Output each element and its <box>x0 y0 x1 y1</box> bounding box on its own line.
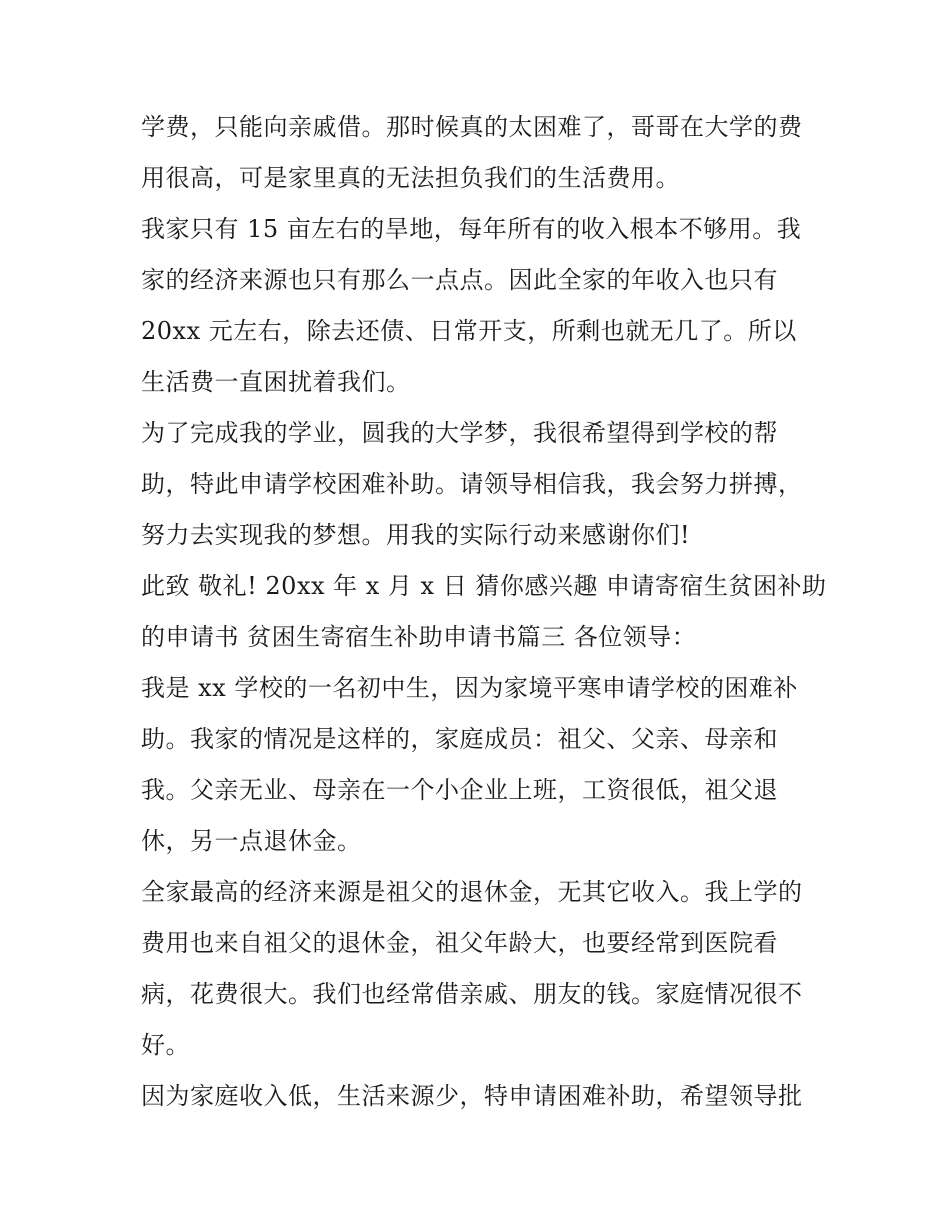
text-line: 家的经济来源也只有那么一点点。因此全家的年收入也只有 <box>141 266 778 294</box>
document-body <box>141 102 827 1122</box>
text-line: 病，花费很大。我们也经常借亲戚、朋友的钱。家庭情况很不 <box>141 980 803 1008</box>
text-line: 用很高，可是家里真的无法担负我们的生活费用。 <box>141 164 680 192</box>
text-line: 20xx 元左右，除去还债、日常开支，所剩也就无几了。所以 <box>141 317 797 345</box>
text-line: 我。父亲无业、母亲在一个小企业上班，工资很低，祖父退 <box>141 776 778 804</box>
text-line: 我是 xx 学校的一名初中生，因为家境平寒申请学校的困难补 <box>141 674 798 702</box>
text-line: 好。 <box>141 1031 190 1059</box>
text-line: 生活费一直困扰着我们。 <box>141 368 411 396</box>
text-line: 休，另一点退休金。 <box>141 827 362 855</box>
text-line: 此致 敬礼! 20xx 年 x 月 x 日 猜你感兴趣 申请寄宿生贫困补助 <box>141 572 827 600</box>
text-line: 因为家庭收入低，生活来源少，特申请困难补助，希望领导批 <box>141 1082 803 1110</box>
text-line: 助，特此申请学校困难补助。请领导相信我，我会努力拼搏， <box>141 470 803 498</box>
text-line: 我家只有 15 亩左右的旱地，每年所有的收入根本不够用。我 <box>141 215 802 243</box>
text-line: 助。我家的情况是这样的，家庭成员：祖父、父亲、母亲和 <box>141 725 778 753</box>
text-line: 学费，只能向亲戚借。那时候真的太困难了，哥哥在大学的费 <box>141 113 803 141</box>
text-line: 全家最高的经济来源是祖父的退休金，无其它收入。我上学的 <box>141 878 803 906</box>
text-line: 努力去实现我的梦想。用我的实际行动来感谢你们! <box>141 521 691 549</box>
text-line: 为了完成我的学业，圆我的大学梦，我很希望得到学校的帮 <box>141 419 778 447</box>
text-line: 的申请书 贫困生寄宿生补助申请书篇三 各位领导： <box>141 623 697 651</box>
text-line: 费用也来自祖父的退休金，祖父年龄大，也要经常到医院看 <box>141 929 778 957</box>
